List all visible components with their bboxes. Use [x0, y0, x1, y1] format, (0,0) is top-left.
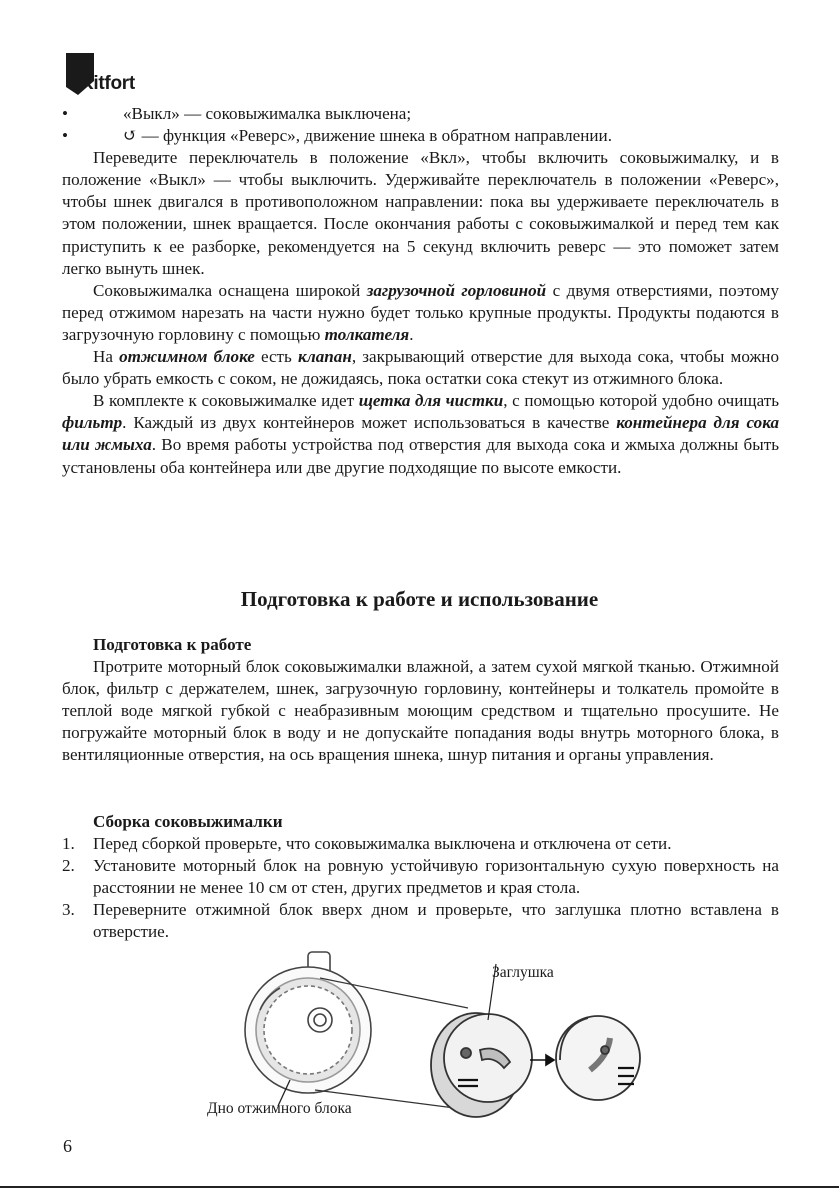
brand-name: Kitfort	[80, 73, 135, 94]
paragraph-feed-chute: Соковыжималка оснащена широкой загрузочной горловиной с двумя отверстиями, поэтому перед отжимом нарезать на части нужно будет только крупные продукты. Продукты подаются в загрузочную горловину с помощью толкателя.	[62, 280, 780, 344]
paragraph-brush: В комплекте к соковыжималке идет щетка для чистки, с помощью которой удобно очищать фильтр. Каждый из двух контейнеров может использоваться в качестве контейнера для сока или жмыха. Во время работы устройства под отверстия для выхода сока и жмыха должны быть установлены оба контейнера или две другие подходящие по высоте емкости.	[62, 391, 780, 477]
list-item: 2. Установите моторный блок на ровную устойчивую горизонтальную сухую поверхность на расстоянии не менее 10 см от стен, других предметов и края стола.	[62, 856, 779, 898]
bullet-marker: •	[62, 126, 68, 146]
reverse-icon: ↺	[123, 126, 138, 146]
bullet-marker: •	[62, 104, 68, 123]
paragraph-switch: Переведите переключатель в положение «Вкл», чтобы включить соковыжималку, и в положение «Выкл» — чтобы выключить. Удерживайте переключатель в положении «Реверс», чтобы шнек двигался в противоположном направлении: пока вы удерживаете переключатель в этом положении, шнек вращается. После окончания работы с соковыжималкой и перед тем как приступить к ее разборке, рекомендуется на 5 секунд включить реверс — это поможет затем легко вынуть шнек.	[62, 148, 779, 278]
term-pusher: толкателя	[324, 324, 410, 344]
prep-section	[62, 634, 779, 767]
label-bottom: Дно отжимного блока	[207, 1100, 352, 1117]
page-number: 6	[63, 1136, 72, 1156]
term-filter: фильтр	[62, 413, 123, 433]
list-item	[62, 103, 779, 125]
assembly-figure	[200, 950, 660, 1125]
term-valve: клапан	[297, 347, 352, 367]
bullet-text: «Выкл» — соковыжималка выключена;	[123, 104, 412, 123]
list-item: 1. Перед сборкой проверьте, что соковыжималка выключена и отключена от сети.	[62, 834, 672, 854]
term-juicing-block: отжимном блоке	[119, 347, 255, 367]
term-container: контейнера для сока или жмыха	[62, 413, 780, 455]
bullet-text: — функция «Реверс», движение шнека в обратном направлении.	[137, 126, 612, 146]
term-brush: щетка для чистки	[358, 391, 504, 411]
page-content	[62, 103, 779, 479]
prep-heading: Подготовка к работе	[93, 635, 252, 654]
term-feed-chute: загрузочной горловиной	[366, 280, 547, 300]
list-item	[62, 125, 779, 147]
section-title: Подготовка к работе и использование	[240, 587, 599, 611]
label-plug: Заглушка	[492, 964, 554, 981]
bottom-rule	[0, 1186, 839, 1188]
assembly-heading: Сборка соковыжималки	[93, 812, 283, 831]
list-item: 3. Переверните отжимной блок вверх дном и проверьте, что заглушка плотно вставлена в отверстие.	[62, 900, 779, 942]
assembly-section	[62, 811, 779, 944]
paragraph-valve: На отжимном блоке есть клапан, закрывающий отверстие для выхода сока, чтобы можно было убрать емкость с соком, не дожидаясь, пока остатки сока стекут из отжимного блока.	[62, 347, 779, 389]
prep-paragraph: Протрите моторный блок соковыжималки влажной, а затем сухой мягкой тканью. Отжимной блок, фильтр с держателем, шнек, загрузочную горловину, контейнеры и толкатель промойте в теплой воде мягкой губкой с неабразивным моющим средством и тщательно просушите. Не погружайте моторный блок в воду и не допускайте попадания воды внутрь моторного блока, в вентиляционные отверстия, на ось вращения шнека, шнур питания и органы управления.	[62, 657, 779, 765]
